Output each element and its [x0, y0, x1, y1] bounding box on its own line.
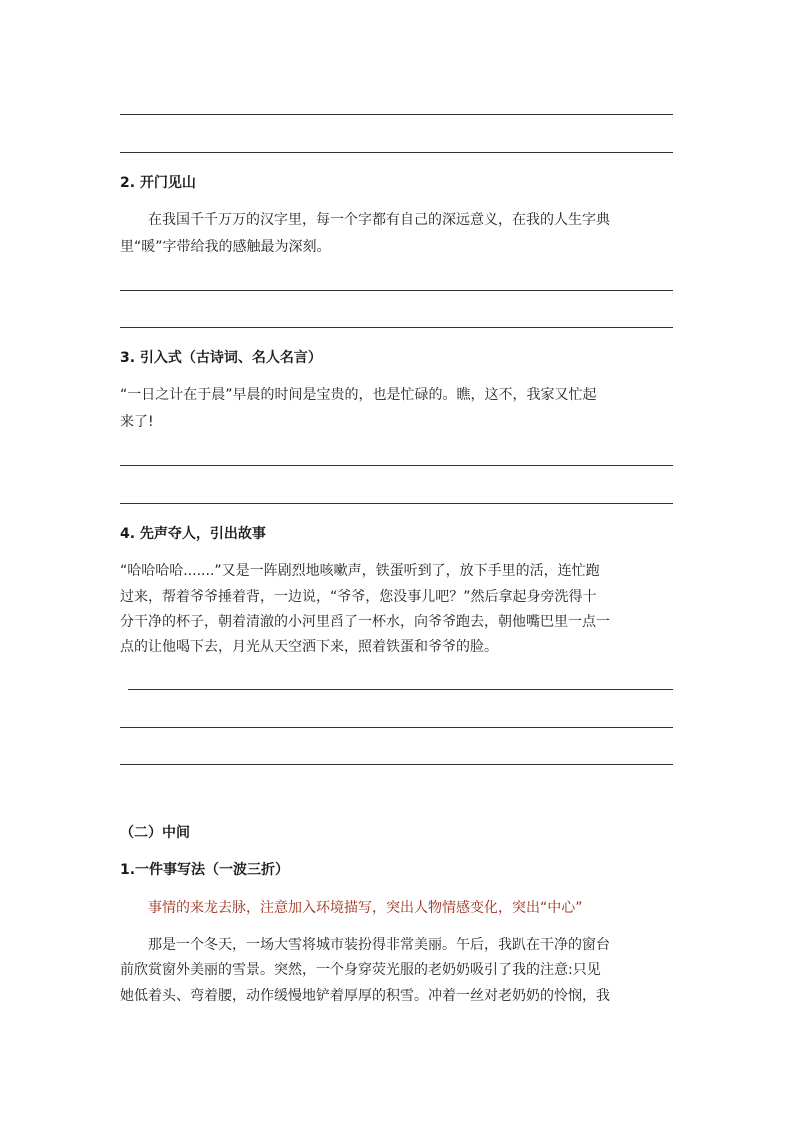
writing-tip: 事情的来龙去脉，注意加入环境描写，突出人物情感变化，突出“中心” — [148, 900, 583, 916]
paragraph-line: 里“暖”字带给我的感触最为深刻。 — [120, 239, 331, 255]
writing-line — [120, 465, 673, 466]
writing-line — [120, 290, 673, 291]
paragraph-line: 过来，帮着爷爷捶着背，一边说，“爷爷，您没事儿吧？”然后拿起身旁洗得十 — [120, 589, 597, 605]
paragraph-line: “一日之计在于晨”早晨的时间是宝贵的，也是忙碌的。瞧，这不，我家又忙起 — [120, 387, 597, 403]
writing-line — [120, 727, 673, 728]
paragraph-line: 来了! — [120, 414, 154, 430]
section-heading-3: 3. 引入式（古诗词、名人名言） — [120, 350, 322, 366]
writing-line — [120, 327, 673, 328]
paragraph-line: 在我国千千万万的汉字里，每一个字都有自己的深远意义，在我的人生字典 — [148, 212, 610, 228]
paragraph-line: “哈哈哈哈.......”又是一阵剧烈地咳嗽声，铁蛋听到了，放下手里的活，连忙跑 — [120, 563, 600, 579]
middle-sub-heading: 1.一件事写法（一波三折） — [120, 862, 290, 878]
paragraph-line: 分干净的杯子，朝着清澈的小河里舀了一杯水，向爷爷跑去，朝他嘴巴里一点一 — [120, 614, 610, 630]
paragraph-line: 点的让他喝下去，月光从天空洒下来，照着铁蛋和爷爷的脸。 — [120, 639, 498, 655]
paragraph-line: 她低着头、弯着腰，动作缓慢地铲着厚厚的积雪。冲着一丝对老奶奶的怜悯，我 — [120, 988, 610, 1004]
writing-line — [120, 503, 673, 504]
writing-line — [128, 689, 673, 690]
middle-heading: （二）中间 — [120, 825, 190, 841]
writing-line — [120, 152, 673, 153]
paragraph-line: 那是一个冬天，一场大雪将城市装扮得非常美丽。午后，我趴在干净的窗台 — [148, 937, 610, 953]
writing-line — [120, 114, 673, 115]
writing-line — [120, 764, 673, 765]
section-heading-4: 4. 先声夺人，引出故事 — [120, 526, 266, 542]
section-heading-2: 2. 开门见山 — [120, 175, 196, 191]
paragraph-line: 前欣赏窗外美丽的雪景。突然，一个身穿荧光服的老奶奶吸引了我的注意:只见 — [120, 962, 601, 978]
